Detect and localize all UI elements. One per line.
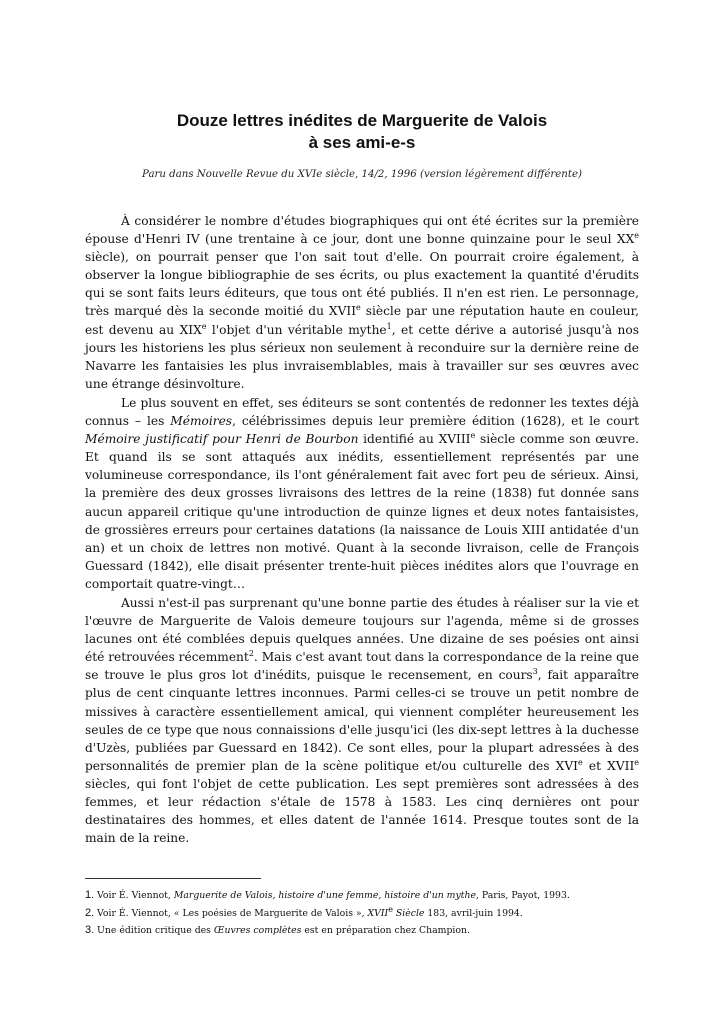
footnote-ref-1[interactable]: 1	[386, 321, 392, 331]
document-page	[85, 0, 639, 1024]
title-line-2: à ses ami-e-s	[308, 133, 416, 152]
footnotes	[85, 887, 639, 940]
footnote-1: 1. Voir É. Viennot, Marguerite de Valois, histoire d'une femme, histoire d'un mythe, Paris, Payot, 1993.	[85, 889, 570, 901]
footnote-ref-3[interactable]: 3	[532, 667, 538, 677]
footnote-3: 3. Une édition critique des Œuvres complètes est en préparation chez Champion.	[85, 924, 470, 936]
footnote-ref-2[interactable]: 2	[248, 649, 254, 659]
footnote-separator	[85, 878, 261, 879]
title-line-1: Douze lettres inédites de Marguerite de Valois	[176, 111, 548, 130]
article-body	[85, 212, 639, 847]
paragraph-1: À considérer le nombre d'études biographiques qui ont été écrites sur la première épouse d'Henri IV (une trentaine à ce jour, dont une bonne quinzaine pour le seul XXe siècle), on pourrait penser que l'on sait tout d'elle. On pourrait croire également, à observer la longue bibliographie de ses écrits, ou plus exactement la quantité d'érudits qui se sont faits leurs éditeurs, que tous ont été publiés. Il n'en est rien. Le personnage, très marqué dès la seconde moitié du XVIIe siècle par une réputation haute en couleur, est devenu au XIXe l'objet d'un véritable mythe$^1$, et cette dérive a autorisé jusqu'à nos jours les historiens les plus sérieux non seulement à reconduire sur la dernière reine de Navarre les fantaisies les plus invraisemblables, mais à travailler sur ses œuvres avec une étrange désinvolture.	[85, 214, 640, 391]
publication-note: Paru dans Nouvelle Revue du XVIe siècle, 14/2, 1996 (version légèrement différente)	[142, 169, 582, 180]
paragraph-2: Le plus souvent en effet, ses éditeurs se sont contentés de redonner les textes déjà connus – les Mémoires, célébrissimes depuis leur première édition (1628), et le court Mémoire justificatif pour Henri de Bourbon identifié au XVIIIe siècle comme son œuvre. Et quand ils se sont attaqués aux inédits, essentiellement représentés par une volumineuse correspondance, ils l'ont généralement fait avec fort peu de sérieux. Ainsi, la première des deux grosses livraisons des lettres de la reine (1838) fut donnée sans aucun appareil critique qu'une introduction de quinze lignes et deux notes fantaisistes, de grossières erreurs pour certaines datations (la naissance de Louis XIII antidatée d'un an) et un choix de lettres non motivé. Quant à la seconde livraison, celle de François Guessard (1842), elle disait présenter trente-huit pièces inédites alors que l'ouvrage en comportait quatre-vingt…	[85, 395, 639, 591]
paragraph-3: Aussi n'est-il pas surprenant qu'une bonne partie des études à réaliser sur la vie et l'œuvre de Marguerite de Valois demeure toujours sur l'agenda, même si de grosses lacunes ont été comblées depuis quelques années. Une dizaine de ses poésies ont ainsi été retrouvées récemment$^2$. Mais c'est avant tout dans la correspondance de la reine que se trouve le plus gros lot d'inédits, puisque le recensement, en cours$^3$, fait apparaître plus de cent cinquante lettres inconnues. Parmi celles-ci se trouve un petit nombre de missives à caractère essentiellement amical, qui viennent compléter heureusement les seules de ce type que nous connaissions d'elle jusqu'ici (les dix-sept lettres à la duchesse d'Uzès, publiées par Guessard en 1842). Ce sont elles, pour la plupart adressées à des personnalités de premier plan de la scène politique et/ou culturelle des XVIe et XVIIe siècles, qui font l'objet de cette publication. Les sept premières sont adressées à des femmes, et leur rédaction s'étale de 1578 à 1583. Les cinq dernières ont pour destinataires des hommes, et elles datent de l'année 1614. Presque toutes sont de la main de la reine.	[85, 595, 639, 846]
footnote-2: 2. Voir É. Viennot, « Les poésies de Marguerite de Valois », XVIIe Siècle 183, avril-juin 1994.	[85, 904, 523, 919]
